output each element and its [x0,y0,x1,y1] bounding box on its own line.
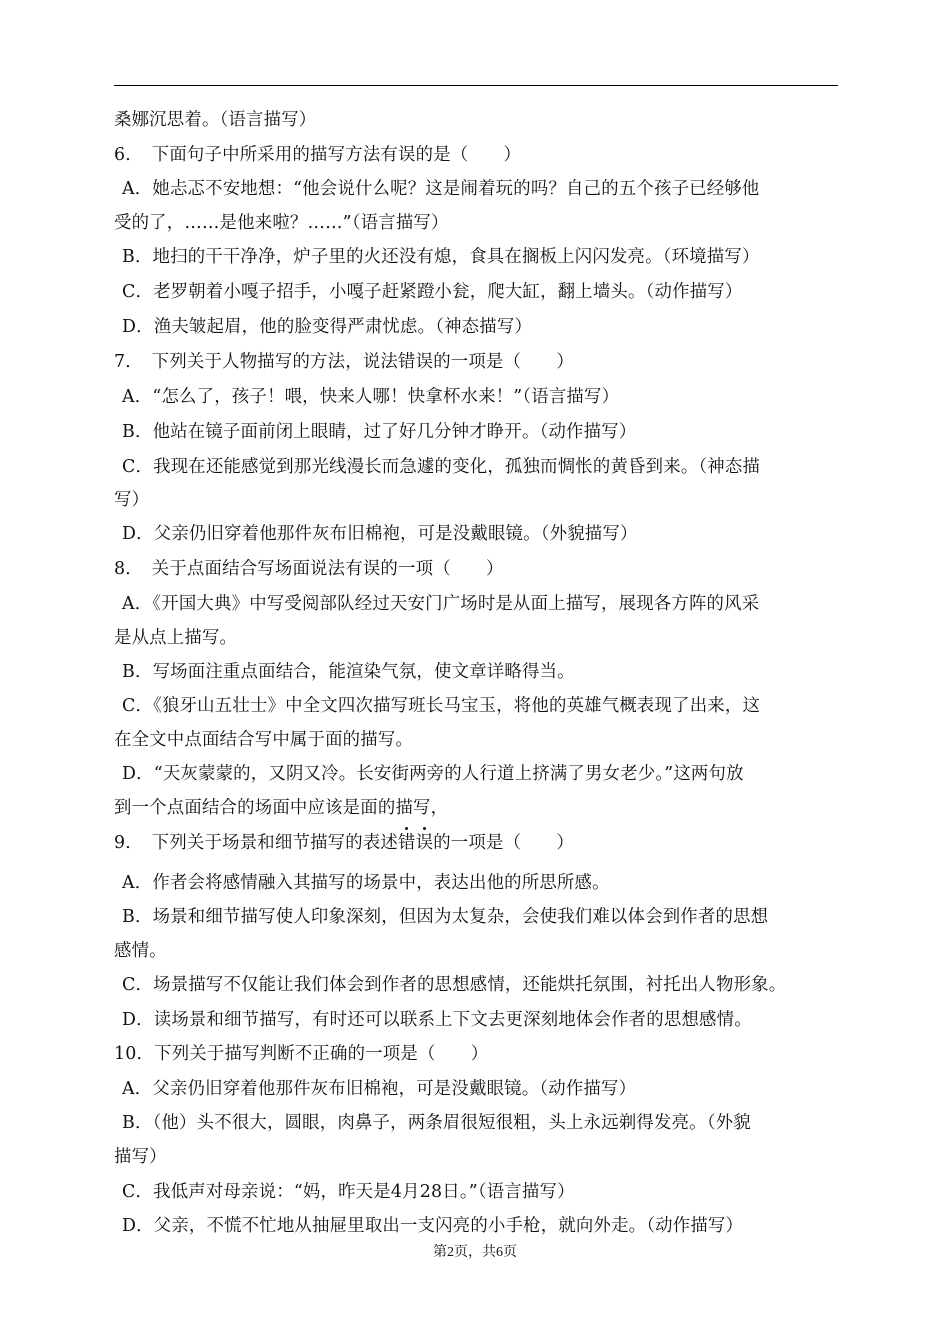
option-b: B．他站在镜子面前闭上眼睛，过了好几分钟才睁开。（动作描写） [122,422,637,442]
text-line: 描写） [114,1147,167,1167]
question-7: 7． 下列关于人物描写的方法，说法错误的一项是（ ） [114,352,574,372]
question-9 [114,831,574,855]
text-line: 到一个点面结合的场面中应该是面的描写， [114,798,449,818]
page-footer: 第2页，共6页 [433,1245,517,1260]
option-c: C．老罗朝着小嘎子招手，小嘎子赶紧蹬小瓮，爬大缸，翻上墙头。（动作描写） [122,282,743,302]
option-d: D．父亲仍旧穿着他那件灰布旧棉袍，可是没戴眼镜。（外貌描写） [122,524,638,544]
question-text: 下列关于场景和细节描写的表述 [151,833,399,853]
question-text: 的一项是（ ） [433,833,574,853]
emphasized-char: 错 [398,833,416,853]
option-a: A．作者会将感情融入其描写的场景中，表达出他的所思所感。 [122,873,610,893]
header-rule [114,85,838,86]
option-c: C．《狼牙山五壮士》中全文四次描写班长马宝玉，将他的英雄气概表现了出来，这 [122,696,761,716]
emphasized-char: 误 [415,833,434,853]
text-line: 受的了，……是他来啦？……”（语言描写） [114,213,449,233]
option-b: B．场景和细节描写使人印象深刻，但因为太复杂，会使我们难以体会到作者的思想 [122,907,769,927]
option-b: B．（他）头不很大，圆眼，肉鼻子，两条眉很短很粗，头上永远剃得发亮。（外貌 [122,1113,751,1133]
option-c: C．我现在还能感觉到那光线漫长而急遽的变化，孤独而惆怅的黄昏到来。（神态描 [122,457,761,477]
option-a: A．她忐忑不安地想：“他会说什么呢？这是闹着玩的吗？自己的五个孩子已经够他 [122,179,760,199]
text-line: 写） [114,490,150,510]
text-line: 在全文中点面结合写中属于面的描写。 [114,730,414,750]
question-6: 6． 下面句子中所采用的描写方法有误的是（ ） [114,145,522,165]
option-d: D．渔夫皱起眉，他的脸变得严肃忧虑。（神态描写） [122,317,533,337]
option-d: D．“天灰蒙蒙的，又阴又冷。长安街两旁的人行道上挤满了男女老少。”这两句放 [122,764,744,784]
text-line: 感情。 [114,941,167,961]
option-d: D．读场景和细节描写，有时还可以联系上下文去更深刻地体会作者的思想感情。 [122,1010,752,1030]
question-10: 10．下列关于描写判断不正确的一项是（ ） [114,1044,489,1064]
option-b: B．地扫的干干净净，炉子里的火还没有熄，食具在搁板上闪闪发亮。（环境描写） [122,247,760,267]
question-number: 9． [114,833,152,853]
option-d: D．父亲，不慌不忙地从抽屉里取出一支闪亮的小手枪，就向外走。（动作描写） [122,1216,744,1236]
question-8: 8． 关于点面结合写场面说法有误的一项（ ） [114,559,504,579]
text-line: 桑娜沉思着。（语言描写） [114,110,317,130]
option-a: A．“怎么了，孩子！喂，快来人哪！快拿杯水来！”（语言描写） [122,387,620,407]
option-b: B．写场面注重点面结合，能渲染气氛，使文章详略得当。 [122,662,575,682]
option-a: A．父亲仍旧穿着他那件灰布旧棉袍，可是没戴眼镜。（动作描写） [122,1079,637,1099]
text-line: 是从点上描写。 [114,628,238,648]
option-c: C．场景描写不仅能让我们体会到作者的思想感情，还能烘托氛围，衬托出人物形象。 [122,975,787,995]
option-a: A．《开国大典》中写受阅部队经过天安门广场时是从面上描写，展现各方阵的风采 [122,594,760,614]
option-c: C．我低声对母亲说：“妈，昨天是4月28日。”（语言描写） [122,1182,575,1202]
